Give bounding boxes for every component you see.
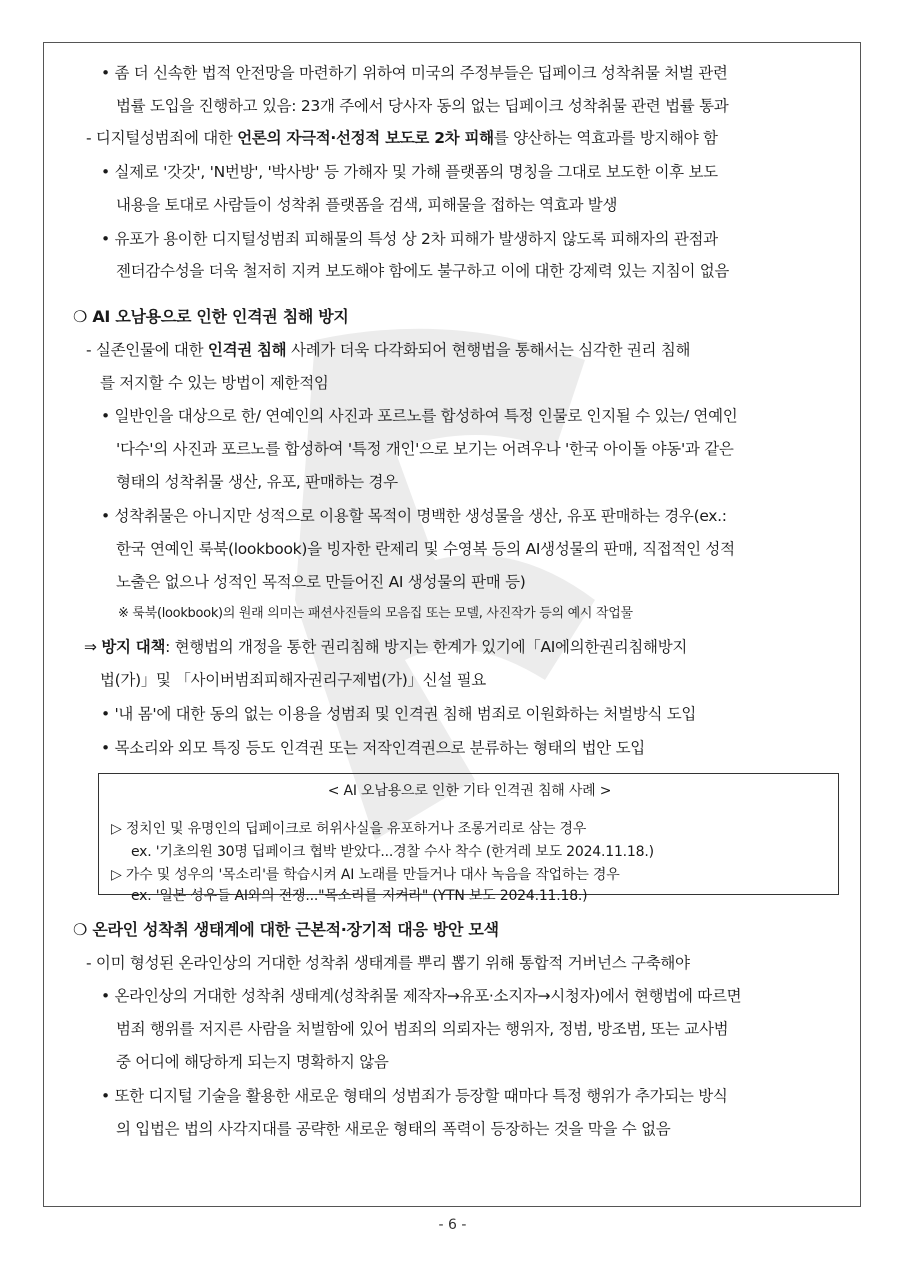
- bullet-lookbook-line2: 한국 연예인 룩북(lookbook)을 빙자한 란제리 및 수영복 등의 AI생성물의 판매, 직접적인 성적: [116, 540, 735, 558]
- bullet-lookbook-line1: • 성착취물은 아니지만 성적으로 이용할 목적이 명백한 생성물을 생산, 유포 판매하는 경우(ex.:: [101, 507, 727, 525]
- bullet-synthesis-line3: 형태의 성착취물 생산, 유포, 판매하는 경우: [116, 473, 398, 491]
- dash-media-secondary-harm: - 디지털성범죄에 대한 언론의 자극적·선정적 보도로 2차 피해를 양산하는 역효과를 방지해야 함: [86, 129, 718, 147]
- cases-box-title: < AI 오남용으로 인한 기타 인격권 침해 사례 >: [327, 783, 612, 799]
- case-item-voices: ▷ 가수 및 성우의 '목소리'를 학습시켜 AI 노래를 만들거나 대사 녹음을 작업하는 경우: [111, 867, 620, 883]
- bullet-synthesis-line1: • 일반인을 대상으로 한/ 연예인의 사진과 포르노를 합성하여 특정 인물로 인지될 수 있는/ 연예인: [101, 407, 738, 425]
- bullet-legislation-line2: 의 입법은 법의 사각지대를 공략한 새로운 형태의 폭력이 등장하는 것을 막을 수 없음: [116, 1120, 671, 1138]
- dash-personality-rights-line1: - 실존인물에 대한 인격권 침해 사례가 더욱 다각화되어 현행법을 통해서는 심각한 권리 침해: [86, 341, 691, 359]
- bullet-lookbook-line3: 노출은 없으나 성적인 목적으로 만들어진 AI 생성물의 판매 등): [116, 573, 526, 591]
- bullet-ecosystem-line3: 중 어디에 해당하게 되는지 명확하지 않음: [116, 1053, 389, 1071]
- page-number: - 6 -: [438, 1217, 467, 1233]
- bullet-us-states-line2: 법률 도입을 진행하고 있음: 23개 주에서 당사자 동의 없는 딥페이크 성착취물 관련 법률 통과: [116, 97, 729, 115]
- bullet-gender-sensitivity-line1: • 유포가 용이한 디지털성범죄 피해물의 특성 상 2차 피해가 발생하지 않도록 피해자의 관점과: [101, 230, 718, 248]
- bullet-gender-sensitivity-line2: 젠더감수성을 더욱 철저히 지켜 보도해야 함에도 불구하고 이에 대한 강제력 있는 지침이 없음: [116, 262, 730, 280]
- measures-line1: ⇒ 방지 대책: 현행법의 개정을 통한 권리침해 방지는 한계가 있기에「AI에의한권리침해방지: [84, 638, 688, 656]
- section-heading-ai-misuse: ❍ AI 오남용으로 인한 인격권 침해 방지: [73, 307, 349, 326]
- bullet-legislation-line1: • 또한 디지털 기술을 활용한 새로운 형태의 성범죄가 등장할 때마다 특정 행위가 추가되는 방식: [101, 1087, 728, 1105]
- measures-line2: 법(가)」및 「사이버범죄피해자권리구제법(가)」신설 필요: [100, 671, 486, 689]
- bullet-platform-names-line1: • 실제로 '갓갓', 'N번방', '박사방' 등 가해자 및 가해 플랫폼의 명칭을 그대로 보도한 이후 보도: [101, 163, 718, 181]
- dash-personality-rights-line2: 를 저지할 수 있는 방법이 제한적임: [100, 374, 329, 392]
- bullet-ecosystem-line1: • 온라인상의 거대한 성착취 생태계(성착취물 제작자→유포·소지자→시청자)에서 현행법에 따르면: [101, 987, 742, 1005]
- bullet-dual-punishment: • '내 몸'에 대한 동의 없는 이용을 성범죄 및 인격권 침해 범죄로 이원화하는 처벌방식 도입: [101, 705, 697, 723]
- bullet-platform-names-line2: 내용을 토대로 사람들이 성착취 플랫폼을 검색, 피해물을 접하는 역효과 발생: [116, 196, 618, 214]
- cases-box: [98, 773, 839, 904]
- lookbook-note: ※ 룩북(lookbook)의 원래 의미는 패션사진들의 모음집 또는 모델, 사진작가 등의 예시 작업물: [118, 606, 633, 621]
- bullet-ecosystem-line2: 범죄 행위를 저지른 사람을 처벌함에 있어 범죄의 의뢰자는 행위자, 정범, 방조범, 또는 교사범: [116, 1020, 729, 1038]
- section-heading-online-ecosystem: ❍ 온라인 성착취 생태계에 대한 근본적·장기적 대응 방안 모색: [73, 920, 499, 939]
- case-example-ytn: ex. '일본 성우들 AI와의 전쟁..."목소리를 지켜라" (YTN 보도 2024.11.18.): [131, 888, 588, 904]
- dash-governance: - 이미 형성된 온라인상의 거대한 성착취 생태계를 뿌리 뽑기 위해 통합적 거버넌스 구축해야: [86, 954, 690, 972]
- case-item-politicians: ▷ 정치인 및 유명인의 딥페이크로 허위사실을 유포하거나 조롱거리로 삼는 경우: [111, 821, 587, 837]
- bullet-synthesis-line2: '다수'의 사진과 포르노를 합성하여 '특정 개인'으로 보기는 어려우나 '한국 아이돌 야동'과 같은: [116, 440, 734, 458]
- case-example-hankyoreh: ex. '기초의원 30명 딥페이크 협박 받았다...경찰 수사 착수 (한겨레 보도 2024.11.18.): [131, 844, 654, 860]
- bullet-us-states-line1: • 좀 더 신속한 법적 안전망을 마련하기 위하여 미국의 주정부들은 딥페이크 성착취물 처벌 관련: [101, 64, 728, 82]
- bullet-voice-appearance: • 목소리와 외모 특징 등도 인격권 또는 저작인격권으로 분류하는 형태의 법안 도입: [101, 739, 645, 757]
